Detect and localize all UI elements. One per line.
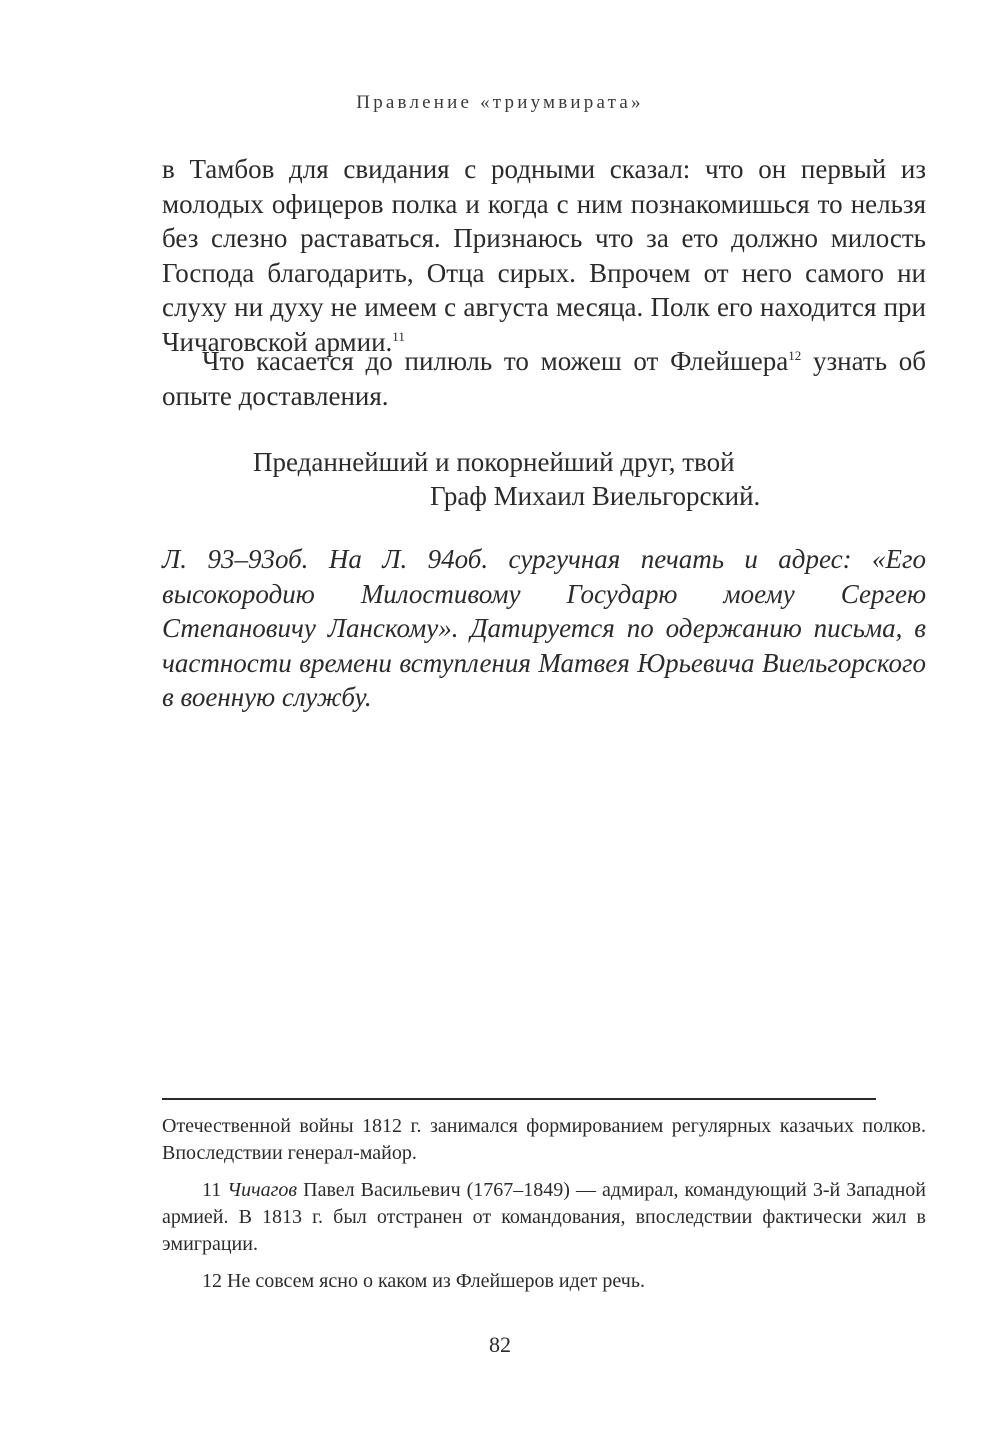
paragraph-2-text-before: Что касается до пилюль то можеш от Флейшера [202, 346, 789, 376]
footnote-12-text: Не совсем ясно о каком из Флейшеров идет речь. [222, 1270, 645, 1292]
paragraph-2-text-after: узнать об опыте доставления. [162, 346, 927, 411]
archive-note: Л. 93–93об. На Л. 94об. сургучная печать и адрес: «Его высокородию Милостивому Государю моему Сергею Степановичу Ланскому». Датируется по одержанию письма, в частности времени вступления Матвея Юрьевича Виельгорского в военную службу. [162, 544, 926, 712]
footnote-11-text: Павел Васильевич (1767–1849) — адмирал, командующий 3-й Западной армией. В 1813 г. был отстранен от командования, впоследствии фактически жил в эмиграции. [162, 1179, 927, 1255]
letter-paragraph-1 [162, 152, 926, 359]
running-head: Правление «триумвирата» [356, 92, 644, 113]
signature-name: Граф Михаил Виельгорский. [430, 481, 761, 511]
footnote-ref-11[interactable]: 11 [392, 328, 405, 344]
footnote-divider [162, 1098, 876, 1100]
footnote-11-name: Чичагов [227, 1179, 298, 1201]
footnote-12-number: 12 [202, 1270, 222, 1292]
paragraph-1-text: в Тамбов для свидания с родными сказал: что он первый из молодых офицеров полка и когда с ним познакомишься то нельзя без слезно раставаться. Признаюсь что за ето должно милость Господа благодарить, Отца сирых. Впрочем от него самого ни слуху ни духу не имеем с августа месяца. Полк его находится при Чичаговской армии. [162, 154, 926, 357]
footnote-11 [162, 1177, 926, 1258]
signature-closing: Преданнейший и покорнейший друг, твой [253, 447, 735, 477]
footnote-11-number: 11 [202, 1179, 222, 1201]
letter-paragraph-2 [162, 344, 926, 413]
footnote-ref-12[interactable]: 12 [788, 348, 802, 363]
footnote-continuation: Отечественной войны 1812 г. занимался формированием регулярных казачьих полков. Впоследствии генерал-майор. [162, 1115, 926, 1164]
footnote-12 [162, 1268, 926, 1295]
page-number: 82 [489, 1332, 511, 1357]
